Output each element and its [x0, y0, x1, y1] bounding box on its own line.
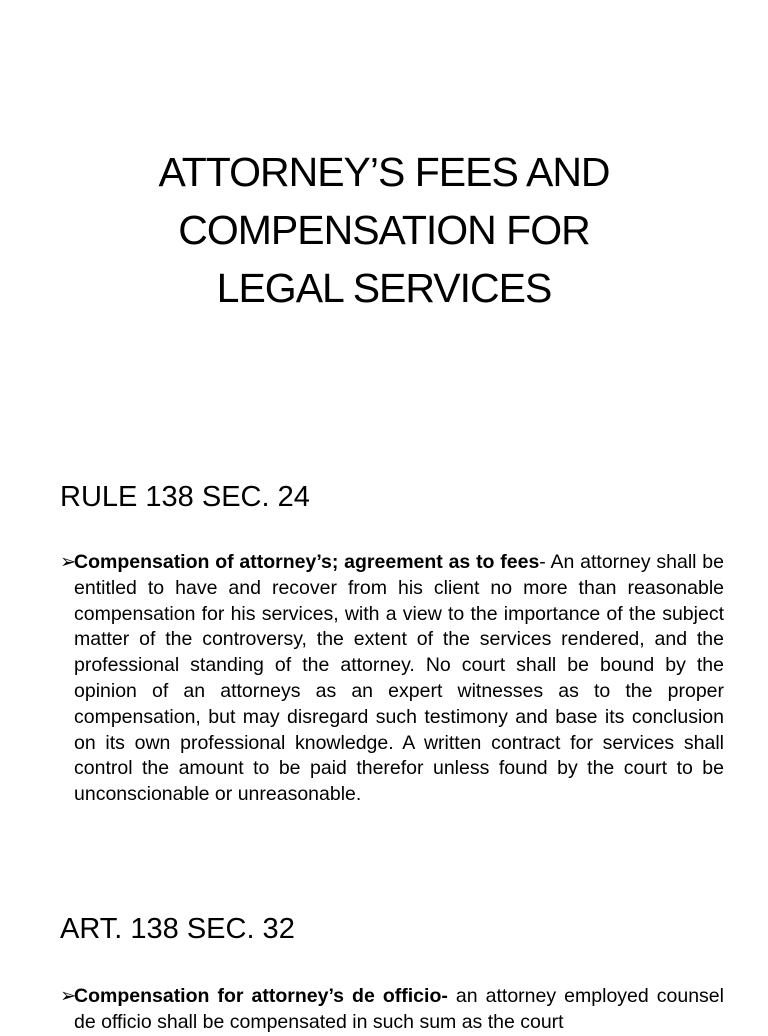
bullet-arrow-icon: ➢ [60, 551, 77, 573]
slide-title [60, 143, 708, 317]
bullet-arrow-icon: ➢ [60, 985, 77, 1007]
bullet-body-text: - An attorney shall be entitled to have and recover from his client no more than reasonable compensation for his services, with a view to the importance of the subject matter of the controversy, the extent of the services rendered, and the professional standing of the attorney. No court shall be bound by the opinion of an attorneys as an expert witnesses as to the proper compensation, but may disregard such testimony and base its conclusion on its own professional knowledge. A written contract for services shall control the amount to be paid therefor unless found by the court to be unconscionable or unreasonable. [74, 551, 724, 806]
title-line-2: COMPENSATION FOR [178, 207, 590, 253]
bullet-paragraph-art-138 [60, 984, 724, 1036]
bullet-paragraph-rule-138 [60, 550, 724, 808]
bullet-lead-text: Compensation of attorney’s; agreement as to fees [74, 551, 540, 573]
bullet-lead-text: Compensation for attorney’s de officio- [74, 985, 448, 1007]
bullet-body-text: an attorney employed counsel de officio shall be compensated in such sum as the court [74, 985, 724, 1033]
section-heading-rule-138-sec-24: RULE 138 SEC. 24 [60, 481, 310, 513]
title-line-1: ATTORNEY’S FEES AND [158, 149, 610, 195]
title-line-3: LEGAL SERVICES [216, 265, 552, 311]
section-heading-art-138-sec-32: ART. 138 SEC. 32 [60, 913, 295, 945]
